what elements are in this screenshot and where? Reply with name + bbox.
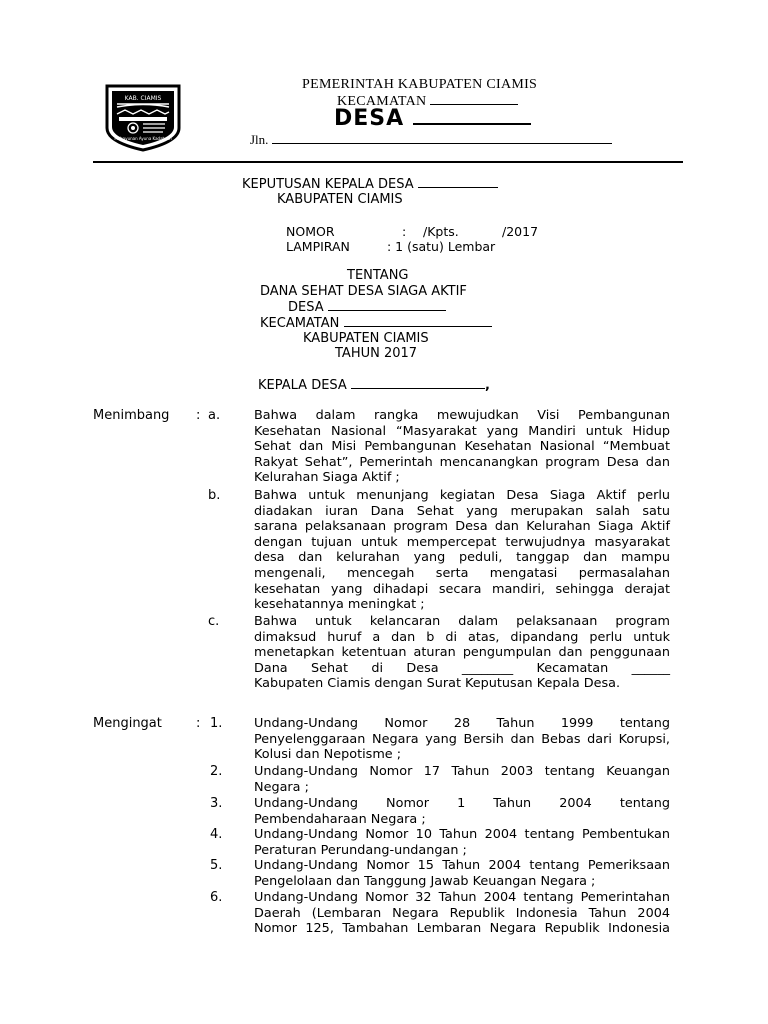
text-line: dimaksud huruf a dan b di atas, dipandang perlu untuk xyxy=(254,629,670,645)
letterhead-desa xyxy=(334,106,531,131)
mengingat-6-marker: 6. xyxy=(210,890,223,905)
ciamis-regency-emblem-icon xyxy=(103,82,183,152)
text-line: Kabupaten Ciamis dengan Surat Keputusan Kepala Desa. xyxy=(254,676,621,692)
text-line: Bahwa dalam rangka mewujudkan Visi Pembangunan xyxy=(254,408,670,423)
letterhead-government: PEMERINTAH KABUPATEN CIAMIS xyxy=(302,77,538,92)
menimbang-c-text xyxy=(254,614,670,692)
text-line: Undang-Undang Nomor 17 Tahun 2003 tentang Keuangan xyxy=(254,764,670,779)
text-line: Pengelolaan dan Tanggung Jawab Keuangan Negara ; xyxy=(254,873,596,889)
tentang-regency: KABUPATEN CIAMIS xyxy=(303,331,429,346)
text-line: Undang-Undang Nomor 15 Tahun 2004 tentang Pemeriksaan xyxy=(254,858,670,873)
letterhead-kecamatan-label: KECAMATAN xyxy=(337,94,427,109)
mengingat-3-marker: 3. xyxy=(210,796,223,811)
text-line: sarana pelaksanaan program Desa dan Kelurahan Siaga Aktif xyxy=(254,519,670,535)
decree-title xyxy=(242,177,498,192)
tentang-year: TAHUN 2017 xyxy=(335,346,418,361)
kepala-desa-line xyxy=(258,378,490,393)
text-line: Kolusi dan Nepotisme ; xyxy=(254,747,402,763)
mengingat-4-text xyxy=(254,827,670,858)
logo-text-bottom: Mahayunan Ayuna Kadatuan xyxy=(114,136,172,141)
letterhead-rule xyxy=(93,161,683,163)
text-line: Undang-Undang Nomor 28 Tahun 1999 tentang xyxy=(254,716,670,731)
kepala-desa-comma: , xyxy=(484,378,490,393)
mengingat-1-text xyxy=(254,716,670,763)
decree-title-text: KEPUTUSAN KEPALA DESA xyxy=(242,177,414,192)
mengingat-5-marker: 5. xyxy=(210,858,223,873)
mengingat-2-text xyxy=(254,764,670,795)
menimbang-b-marker: b. xyxy=(208,488,221,503)
text-line: Undang-Undang Nomor 1 Tahun 2004 tentang xyxy=(254,796,670,811)
mengingat-1-marker: 1. xyxy=(210,716,223,731)
nomor-value-year: /2017 xyxy=(502,224,539,239)
decree-title-regency: KABUPATEN CIAMIS xyxy=(277,192,403,207)
text-line: desa dan kelurahan yang peduli, tanggap dan mampu xyxy=(254,550,670,566)
mengingat-2-marker: 2. xyxy=(210,764,223,779)
text-line: Penyelenggaraan Negara yang Bersih dan Bebas dari Korupsi, xyxy=(254,731,670,747)
tentang-desa xyxy=(288,300,446,315)
text-line: Bahwa untuk kelancaran dalam pelaksanaan program xyxy=(254,614,670,629)
tentang-kecamatan xyxy=(260,316,492,331)
menimbang-c-marker: c. xyxy=(208,614,220,629)
text-line: Undang-Undang Nomor 10 Tahun 2004 tentang Pembentukan xyxy=(254,827,670,842)
mengingat-separator: : xyxy=(196,716,201,731)
text-line: Kelurahan Siaga Aktif ; xyxy=(254,470,400,486)
mengingat-5-text xyxy=(254,858,670,889)
text-line: Undang-Undang Nomor 32 Tahun 2004 tentang Pemerintahan xyxy=(254,890,670,905)
lampiran-label: LAMPIRAN xyxy=(286,239,350,254)
menimbang-a-marker: a. xyxy=(208,408,221,423)
menimbang-b-text xyxy=(254,488,670,613)
tentang-subject: DANA SEHAT DESA SIAGA AKTIF xyxy=(260,284,467,299)
text-line: kesehatan yang dihadapi secara mandiri, sehingga derajat xyxy=(254,581,670,597)
mengingat-6-text xyxy=(254,890,670,937)
text-line: Sehat dan Misi Pembangunan Kesehatan Nasional “Membuat xyxy=(254,439,670,455)
letterhead-address xyxy=(250,132,612,148)
text-line: kesehatannya meningkat ; xyxy=(254,597,425,613)
text-line: Bahwa untuk menunjang kegiatan Desa Siaga Aktif perlu xyxy=(254,488,670,503)
text-line: Dana Sehat di Desa ________ Kecamatan ______ xyxy=(254,660,670,676)
tentang-kecamatan-label: KECAMATAN xyxy=(260,316,340,331)
text-line: Negara ; xyxy=(254,779,309,795)
mengingat-4-marker: 4. xyxy=(210,827,223,842)
text-line: mengenali, mencegah serta mengatasi permasalahan xyxy=(254,565,670,581)
logo-text-top: KAB. CIAMIS xyxy=(124,95,162,102)
tentang-heading: TENTANG xyxy=(347,268,409,283)
nomor-separator: : xyxy=(402,224,407,239)
text-line: Pembendaharaan Negara ; xyxy=(254,811,426,827)
letterhead-address-label: Jln. xyxy=(250,132,269,147)
text-line: Rakyat Sehat”, Pemerintah mencanangkan program Desa dan xyxy=(254,454,670,470)
nomor-label: NOMOR xyxy=(286,224,335,239)
mengingat-label: Mengingat xyxy=(93,716,162,731)
text-line: diadakan iuran Dana Sehat yang merupakan salah satu xyxy=(254,503,670,519)
menimbang-separator: : xyxy=(196,408,201,423)
text-line: dengan tujuan untuk mempercepat terwujudnya masyarakat xyxy=(254,534,670,550)
lampiran-value: : 1 (satu) Lembar xyxy=(387,239,496,254)
kepala-desa-label: KEPALA DESA xyxy=(258,378,347,393)
text-line: Kesehatan Nasional “Masyarakat yang Mandiri untuk Hidup xyxy=(254,423,670,439)
menimbang-label: Menimbang xyxy=(93,408,170,423)
text-line: Nomor 125, Tambahan Lembaran Negara Republik Indonesia xyxy=(254,921,670,937)
text-line: menetapkan ketentuan aturan pengumpulan dan penggunaan xyxy=(254,645,670,661)
mengingat-3-text xyxy=(254,796,670,827)
nomor-value-kpts: /Kpts. xyxy=(423,224,459,239)
tentang-desa-label: DESA xyxy=(288,300,324,315)
text-line: Peraturan Perundang-undangan ; xyxy=(254,842,467,858)
menimbang-a-text xyxy=(254,408,670,486)
text-line: Daerah (Lembaran Negara Republik Indonesia Tahun 2004 xyxy=(254,905,670,921)
letterhead-desa-label: DESA xyxy=(334,106,405,131)
